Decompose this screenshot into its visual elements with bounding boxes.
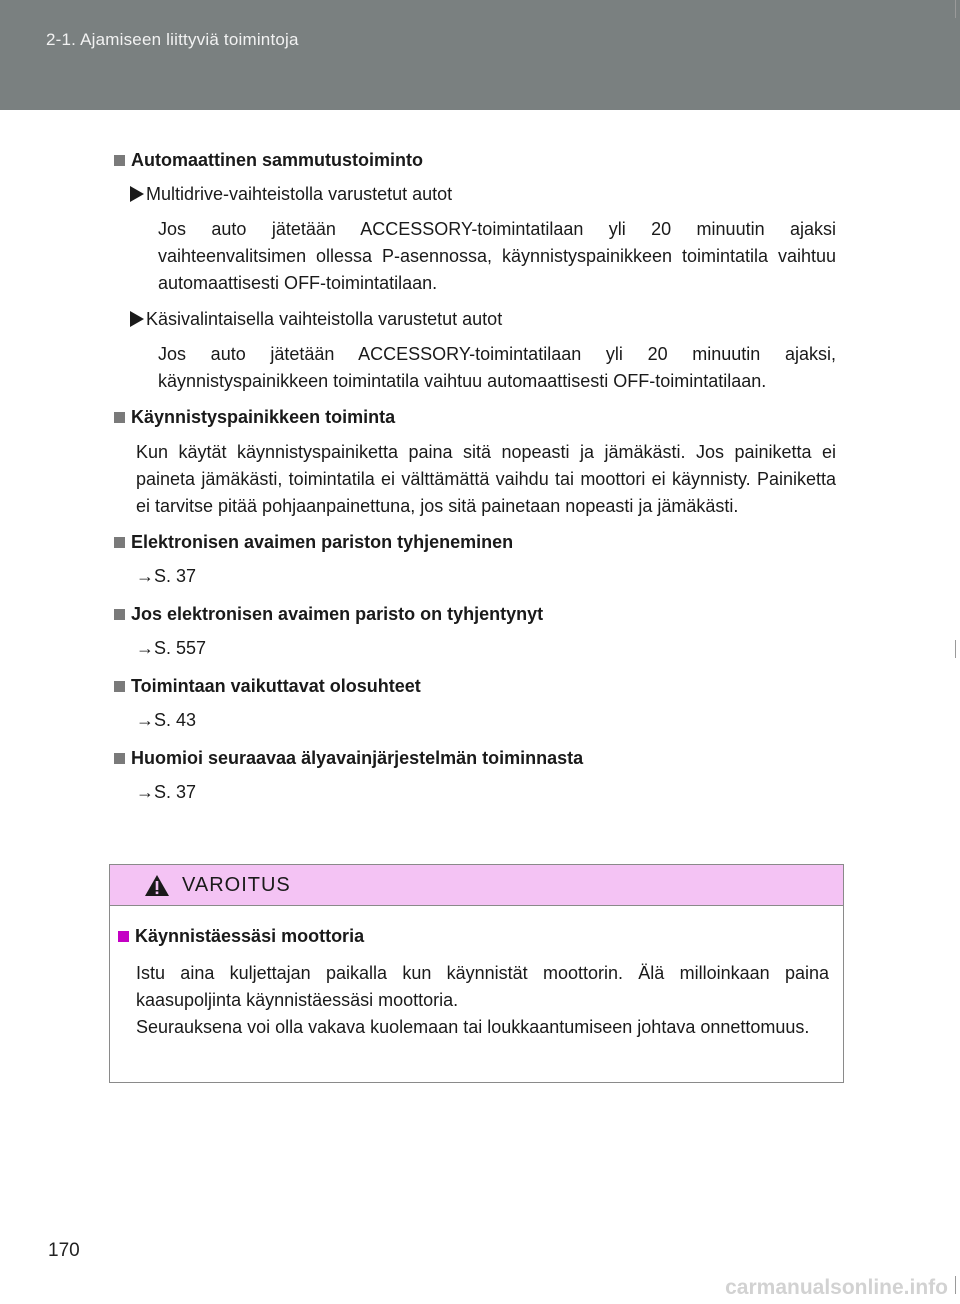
page-header xyxy=(0,0,960,110)
square-bullet-icon xyxy=(118,931,129,942)
subsection-heading xyxy=(130,182,836,206)
warning-triangle-icon xyxy=(144,874,170,897)
section-heading xyxy=(114,405,836,429)
square-bullet-icon xyxy=(114,753,125,764)
warning-text-line: Istu aina kuljettajan paikalla kun käynnistät moottorin. Älä milloinkaan paina kaasupoljinta käynnistäessäsi moottoria. xyxy=(136,963,829,1010)
square-bullet-icon xyxy=(114,537,125,548)
section-heading xyxy=(114,674,836,698)
page-reference: →S. 37 xyxy=(136,782,197,802)
warning-header xyxy=(110,865,843,906)
warning-subheading xyxy=(118,924,829,948)
section-title: Käynnistyspainikkeen toiminta xyxy=(131,407,396,427)
paragraph: Jos auto jätetään ACCESSORY-toimintatilaan yli 20 minuutin ajaksi, käynnistyspainikkeen toimintatila vaihtuu automaattisesti OFF-toimintatilaan. xyxy=(158,344,836,391)
warning-text-line: Seurauksena voi olla vakava kuolemaan tai loukkaantumiseen johtava onnettomuus. xyxy=(136,1017,810,1037)
section-title: Elektronisen avaimen pariston tyhjeneminen xyxy=(131,532,514,552)
section-heading xyxy=(114,148,836,172)
square-bullet-icon xyxy=(114,155,125,166)
crop-mark xyxy=(955,640,956,658)
section-title: Automaattinen sammutustoiminto xyxy=(131,150,424,170)
subsection-heading xyxy=(130,307,836,331)
warning-text xyxy=(136,960,829,1041)
watermark: carmanualsonline.info xyxy=(725,1276,948,1299)
triangle-right-icon xyxy=(130,186,144,202)
section-title: Huomioi seuraavaa älyavainjärjestelmän toiminnasta xyxy=(131,748,584,768)
section-heading xyxy=(114,530,836,554)
page-number: 170 xyxy=(48,1240,80,1261)
warning-body xyxy=(110,906,843,1041)
crop-mark xyxy=(955,0,956,18)
warning-box xyxy=(109,864,844,1083)
crop-mark xyxy=(955,1276,956,1294)
section-title: Toimintaan vaikuttavat olosuhteet xyxy=(131,676,421,696)
square-bullet-icon xyxy=(114,412,125,423)
chapter-title: 2-1. Ajamiseen liittyviä toimintoja xyxy=(46,30,299,49)
subsection-title: Multidrive-vaihteistolla varustetut autot xyxy=(146,184,453,204)
paragraph: Jos auto jätetään ACCESSORY-toimintatilaan yli 20 minuutin ajaksi vaihteenvalitsimen ollessa P-asennossa, käynnistyspainikkeen toimintatila vaihtuu automaattisesti OFF-toimintatilaan. xyxy=(158,219,836,293)
section-title: Jos elektronisen avaimen paristo on tyhjentynyt xyxy=(131,604,544,624)
warning-subtitle: Käynnistäessäsi moottoria xyxy=(135,926,365,946)
page-reference: →S. 557 xyxy=(136,638,207,658)
paragraph: Kun käytät käynnistyspainiketta paina sitä nopeasti ja jämäkästi. Jos painiketta ei paineta jämäkästi, toimintatila ei välttämättä vaihdu tai moottori ei käynnisty. Painiketta ei tarvitse pitää pohjaanpainettuna, jos sitä painetaan nopeasti ja jämäkästi. xyxy=(136,442,836,516)
triangle-right-icon xyxy=(130,311,144,327)
section-heading xyxy=(114,746,836,770)
page-reference: →S. 43 xyxy=(136,710,197,730)
section-heading xyxy=(114,602,836,626)
warning-title: VAROITUS xyxy=(182,873,291,896)
page-content xyxy=(114,148,836,818)
square-bullet-icon xyxy=(114,609,125,620)
subsection-title: Käsivalintaisella vaihteistolla varustetut autot xyxy=(146,309,503,329)
page-reference: →S. 37 xyxy=(136,566,197,586)
square-bullet-icon xyxy=(114,681,125,692)
